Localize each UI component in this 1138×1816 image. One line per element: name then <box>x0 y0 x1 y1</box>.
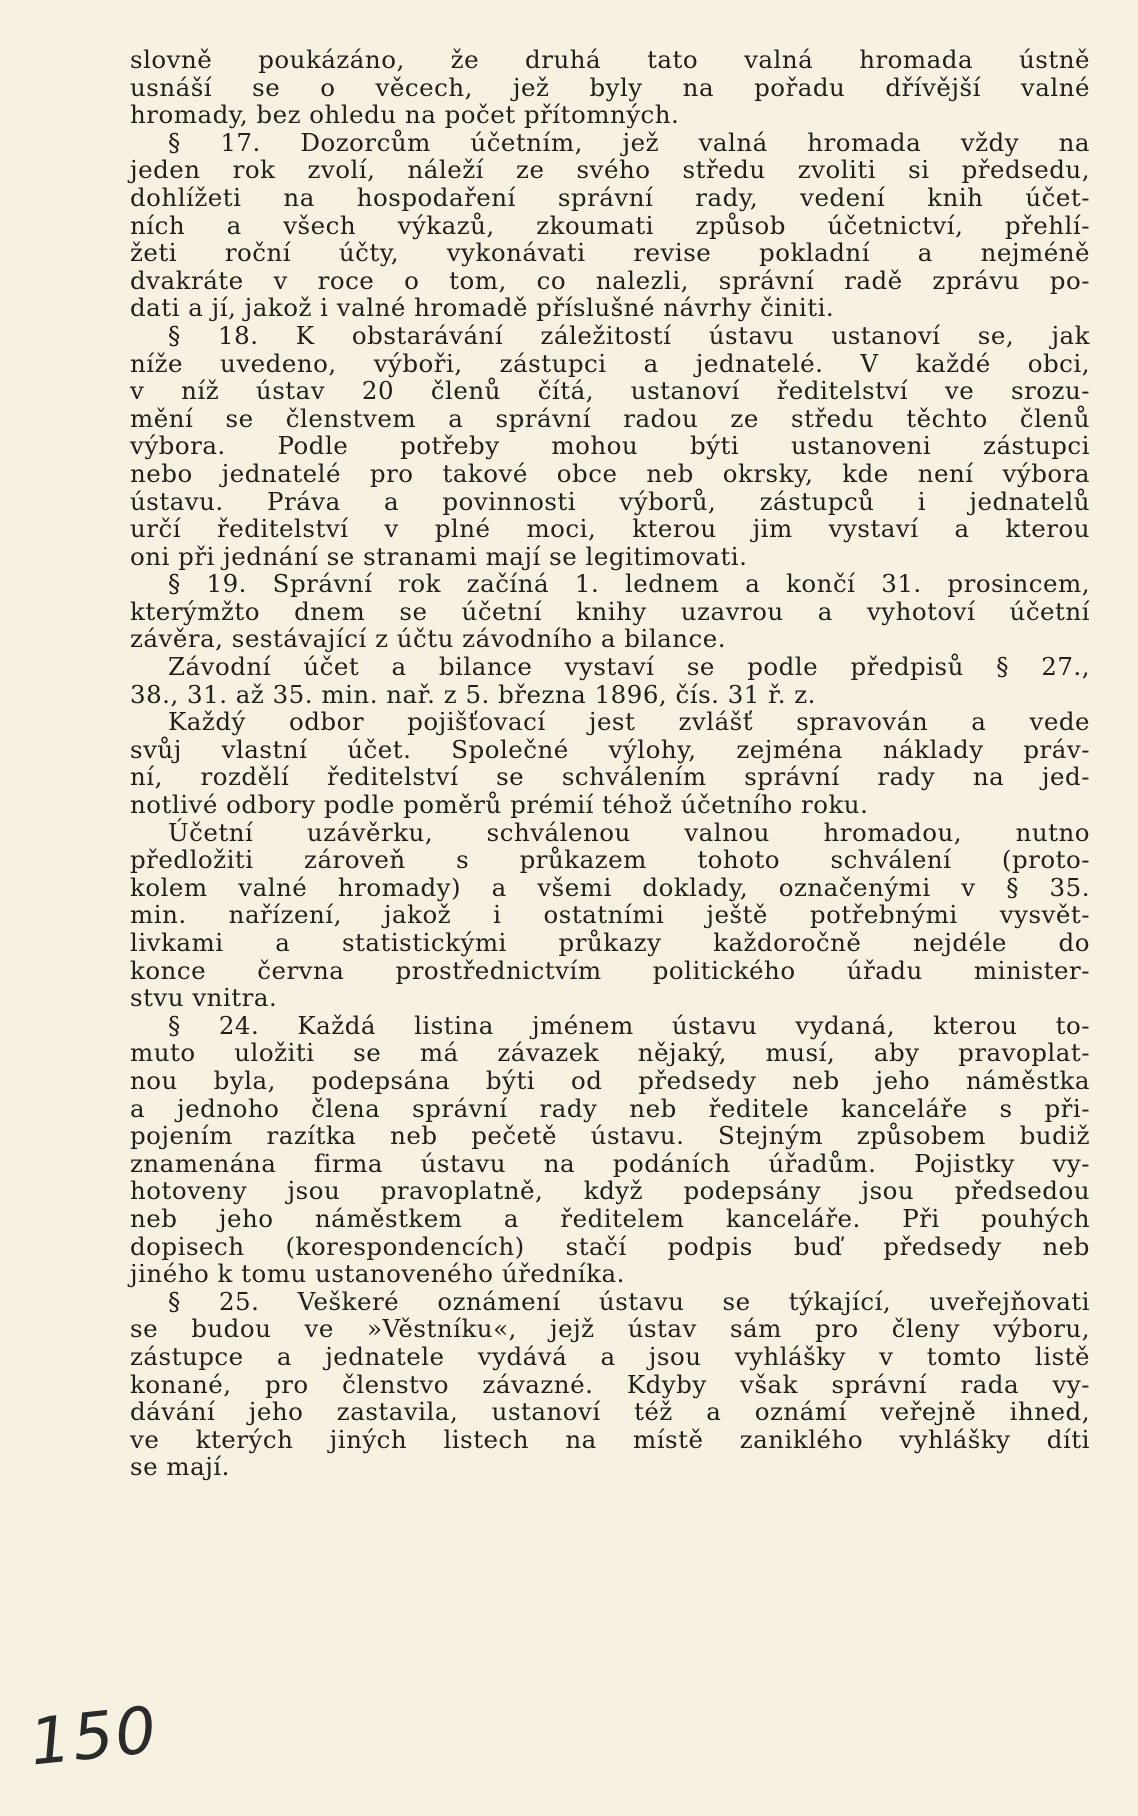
text-line: stvu vnitra. <box>130 983 278 1013</box>
text-line: § 18. K obstarávání záležitostí ústavu ustanoví se, jak <box>168 320 1090 350</box>
text-line: dopisech (korespondencích) stačí podpis buď předsedy neb <box>130 1231 1090 1261</box>
text-line: usnáší se o věcech, jež byly na pořadu dřívější valné <box>130 72 1090 102</box>
text-line: mění se členstvem a správní radou ze středu těchto členů <box>130 403 1090 433</box>
text-line: závěra, sestávající z účtu závodního a bilance. <box>130 624 727 654</box>
text-line: výbora. Podle potřeby mohou býti ustanoveni zástupci <box>130 431 1090 461</box>
text-line: § 24. Každá listina jménem ústavu vydaná, kterou to- <box>168 1010 1090 1040</box>
text-line: slovně poukázáno, že druhá tato valná hromada ústně <box>130 45 1090 74</box>
text-line: znamenána firma ústavu na podáních úřadům. Pojistky vy- <box>130 1148 1090 1178</box>
text-line: neb jeho náměstkem a ředitelem kanceláře. Při pouhých <box>130 1203 1090 1233</box>
text-line: zástupce a jednatele vydává a jsou vyhlášky v tomto listě <box>130 1341 1090 1371</box>
text-line: v níž ústav 20 členů čítá, ustanoví ředitelství ve srozu- <box>130 376 1090 406</box>
text-line: nou byla, podepsána býti od předsedy neb jeho náměstka <box>130 1065 1090 1095</box>
text-line: 38., 31. až 35. min. nař. z 5. března 1896, čís. 31 ř. z. <box>130 679 816 709</box>
handwritten-page-number: 150 <box>26 1693 162 1781</box>
text-line: Každý odbor pojišťovací jest zvlášť spravován a vede <box>168 707 1090 737</box>
text-line: nebo jednatelé pro takové obce neb okrsky, kde není výbora <box>130 458 1090 488</box>
text-line: ve kterých jiných listech na místě zaniklého vyhlášky díti <box>130 1424 1090 1454</box>
text-line: kterýmžto dnem se účetní knihy uzavrou a vyhotoví účetní <box>130 596 1090 626</box>
text-line: se mají. <box>130 1452 230 1482</box>
text-line: § 19. Správní rok začíná 1. lednem a končí 31. prosincem, <box>168 569 1090 599</box>
text-line: muto uložiti se má závazek nějaký, musí, aby pravoplat- <box>130 1038 1090 1068</box>
text-line: ní, rozdělí ředitelství se schválením správní rady na jed- <box>130 762 1090 792</box>
text-line: dávání jeho zastavila, ustanoví též a oznámí veřejně ihned, <box>130 1397 1090 1427</box>
text-line: oni při jednání se stranami mají se legitimovati. <box>130 541 748 571</box>
text-line: jeden rok zvolí, náleží ze svého středu zvoliti si předsedu, <box>130 155 1090 185</box>
text-line: Závodní účet a bilance vystaví se podle předpisů § 27., <box>168 652 1090 682</box>
text-line: dohlížeti na hospodaření správní rady, vedení knih účet- <box>130 182 1090 212</box>
text-line: hotoveny jsou pravoplatně, když podepsány jsou předsedou <box>130 1176 1090 1206</box>
text-line: min. nařízení, jakož i ostatními ještě potřebnými vysvět- <box>130 900 1090 930</box>
text-line: ních a všech výkazů, zkoumati způsob účetnictví, přehlí- <box>130 210 1090 240</box>
text-line: žeti roční účty, vykonávati revise pokladní a nejméně <box>130 238 1090 268</box>
text-line: ústavu. Práva a povinnosti výborů, zástupců i jednatelů <box>130 486 1090 516</box>
text-line: § 25. Veškeré oznámení ústavu se týkající, uveřejňovati <box>168 1286 1090 1316</box>
page-text-block <box>130 46 1090 1481</box>
text-line: hromady, bez ohledu na počet přítomných. <box>130 100 680 130</box>
text-line: jiného k tomu ustanoveného úředníka. <box>130 1259 625 1289</box>
text-line: notlivé odbory podle poměrů prémií téhož účetního roku. <box>130 790 869 820</box>
text-line: se budou ve »Věstníku«, jejž ústav sám pro členy výboru, <box>130 1314 1090 1344</box>
text-line: určí ředitelství v plné moci, kterou jim vystaví a kterou <box>130 514 1090 544</box>
text-line: konané, pro členstvo závazné. Kdyby však správní rada vy- <box>130 1369 1090 1399</box>
text-line: pojením razítka neb pečetě ústavu. Stejným způsobem budiž <box>130 1121 1090 1151</box>
text-line: dati a jí, jakož i valné hromadě příslušné návrhy činiti. <box>130 293 835 323</box>
text-line: dvakráte v roce o tom, co nalezli, správní radě zprávu po- <box>130 265 1090 295</box>
text-line: kolem valné hromady) a všemi doklady, označenými v § 35. <box>130 872 1090 902</box>
text-line: § 17. Dozorcům účetním, jež valná hromada vždy na <box>168 127 1090 157</box>
text-line: předložiti zároveň s průkazem tohoto schválení (proto- <box>130 845 1090 875</box>
text-line: livkami a statistickými průkazy každoročně nejdéle do <box>130 928 1090 957</box>
text-line: a jednoho člena správní rady neb ředitele kanceláře s při- <box>130 1093 1090 1123</box>
text-line: níže uvedeno, výboři, zástupci a jednatelé. V každé obci, <box>130 348 1090 378</box>
text-line: svůj vlastní účet. Společné výlohy, zejména náklady práv- <box>130 734 1090 764</box>
text-line: konce června prostřednictvím politického úřadu minister- <box>130 955 1090 985</box>
text-line: Účetní uzávěrku, schválenou valnou hromadou, nutno <box>168 817 1090 847</box>
